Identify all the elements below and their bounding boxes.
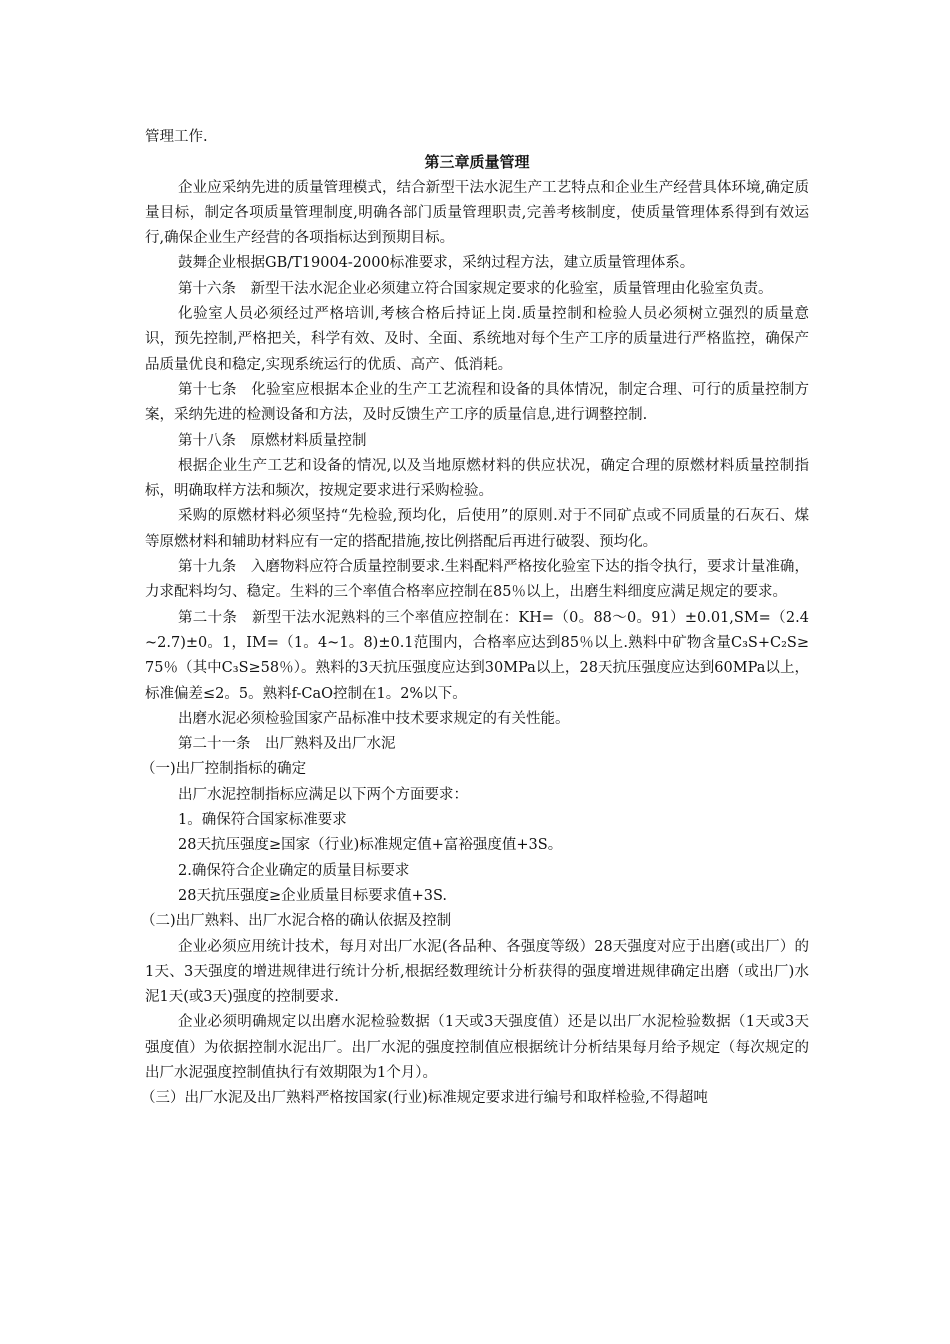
paragraph: 企业必须应用统计技术，每月对出厂水泥(各品种、各强度等级）28天强度对应于出磨(或出厂）的1天、3天强度的增进规律进行统计分析,根据经数理统计分析获得的强度增进规律确定出磨（或出厂)水泥1天(或3天)强度的控制要求.	[145, 938, 809, 1006]
section-heading: （二)出厂熟料、出厂水泥合格的确认依据及控制	[141, 913, 452, 930]
list-item: 1。确保符合国家标准要求	[178, 812, 347, 829]
document-body	[141, 125, 809, 1112]
article-19: 第十九条 入磨物料应符合质量控制要求.生料配料严格按化验室下达的指令执行，要求计量准确，力求配料均匀、稳定。生料的三个率值合格率应控制在85％以上，出磨生料细度应满足规定的要求。	[145, 559, 809, 601]
paragraph: 采购的原燃材料必须坚持“先检验,预均化，后使用”的原则.对于不同矿点或不同质量的石灰石、煤等原燃材料和辅助材料应有一定的搭配措施,按比例搭配后再进行破裂、预均化。	[145, 508, 809, 550]
paragraph: 出厂水泥控制指标应满足以下两个方面要求：	[178, 786, 468, 803]
article-20: 第二十条 新型干法水泥熟料的三个率值应控制在：KH=（0。88～0。91）±0.01,SM=（2.4~2.7)±0。1，IM=（1。4~1。8)±0.1范围内，合格率应达到85％以上.熟料中矿物含量C₃S+C₂S≥75％（其中C₃S≥58％）。熟料的3天抗压强度应达到30MPa以上，28天抗压强度应达到60MPa以上，标准偏差≤2。5。熟料f-CaO控制在1。2%以下。	[145, 609, 809, 702]
article-17: 第十七条 化验室应根据本企业的生产工艺流程和设备的具体情况，制定合理、可行的质量控制方案，采纳先进的检测设备和方法，及时反馈生产工序的质量信息,进行调整控制.	[145, 381, 809, 424]
list-item: 28天抗压强度≥企业质量目标要求值+3S.	[178, 887, 447, 904]
paragraph: 管理工作.	[145, 129, 208, 145]
paragraph: 企业应采纳先进的质量管理模式，结合新型干法水泥生产工艺特点和企业生产经营具体环境,确定质量目标，制定各项质量管理制度,明确各部门质量管理职责,完善考核制度，使质量管理体系得到有效运行,确保企业生产经营的各项指标达到预期目标。	[145, 179, 809, 247]
article-21: 第二十一条 出厂熟料及出厂水泥	[178, 736, 396, 753]
section-heading: （三）出厂水泥及出厂熟料严格按国家(行业)标准规定要求进行编号和取样检验,不得超吨	[141, 1090, 708, 1107]
list-item: 28天抗压强度≥国家（行业)标准规定值+富裕强度值+3S。	[178, 837, 563, 854]
chapter-title: 第三章质量管理	[424, 153, 530, 172]
list-item: 2.确保符合企业确定的质量目标要求	[178, 862, 410, 879]
paragraph: 企业必须明确规定以出磨水泥检验数据（1天或3天强度值）还是以出厂水泥检验数据（1天或3天强度值）为依据控制水泥出厂。出厂水泥的强度控制值应根据统计分析结果每月给予规定（每次规定的出厂水泥强度控制值执行有效期限为1个月）。	[145, 1014, 809, 1081]
article-16: 第十六条 新型干法水泥企业必须建立符合国家规定要求的化验室，质量管理由化验室负责。	[178, 280, 773, 297]
article-18: 第十八条 原燃材料质量控制	[178, 432, 367, 449]
paragraph: 根据企业生产工艺和设备的情况,以及当地原燃材料的供应状况，确定合理的原燃材料质量控制指标，明确取样方法和频次，按规定要求进行采购检验。	[145, 457, 809, 500]
paragraph: 化验室人员必须经过严格培训,考核合格后持证上岗.质量控制和检验人员必须树立强烈的质量意识，预先控制,严格把关，科学有效、及时、全面、系统地对每个生产工序的质量进行严格监控，确保产品质量优良和稳定,实现系统运行的优质、高产、低消耗。	[145, 306, 809, 373]
section-heading: （一)出厂控制指标的确定	[141, 761, 307, 778]
paragraph: 鼓舞企业根据GB/T19004-2000标准要求，采纳过程方法，建立质量管理体系。	[178, 255, 695, 272]
paragraph: 出磨水泥必须检验国家产品标准中技术要求规定的有关性能。	[178, 710, 570, 727]
